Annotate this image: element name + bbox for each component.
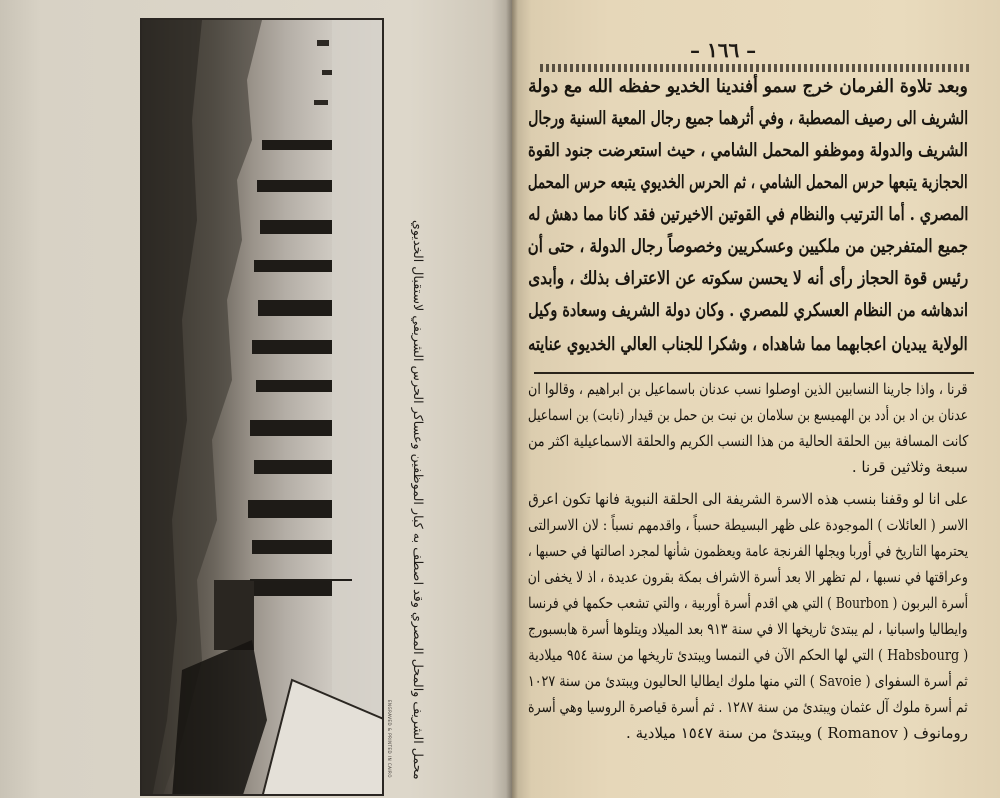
photo-credit: ENGRAVED & PRINTED IN CAIRO [387,700,392,778]
footnote-line: وايطاليا واسبانيا ، لم يبتدئ تاريخها الا في سنة ٩١٣ بعد الميلاد ويتلوها أسرة هابسبورج [528,620,968,638]
main-text-line: الحجازية يتبعها حرس المحمل الشامي ، ثم الحرس الخديوي يتبعه حرس المحمل [528,172,968,193]
photo-illustration [142,20,384,796]
crowd-figures [246,140,332,596]
footnote-line: الاسر ( العائلات ) الموجودة على ظهر البسيطة حسباً ، واقدمهم نسباً : لان الاسرالتى [527,516,968,534]
footnote-line: عدنان بن اد بن أدد بن الهميسع بن سلامان بن نبت بن حمل بن قيدار (نابت) بن اسماعيل [527,406,968,424]
footnote-line: ثم أسرة ملوك آل عثمان ويبتدئ من سنة ١٢٨٧ . ثم أسرة قياصرة الروسيا وهي أسرة [528,698,968,716]
main-text-line: جميع المتفرجين من ملكيين وعسكريين وخصوصاً رجال الدولة ، حتى أن [527,236,968,257]
photo-plate [140,18,384,796]
page-number: – ١٦٦ – [690,38,757,62]
main-text-line: وبعد تلاوة الفرمان خرج سمو أفندينا الخديو حفظه الله مع دولة [528,76,968,97]
footnote-line: كانت المسافة بين الحلقة الحالية من هذا النسب الكريم والحلقة الاسماعيلية اكثر من [527,432,968,450]
photo-caption: محمل الشريف والمحل المصري وقد اصطف به كبار الموظفين وعساكر الحرس الشريفي لاستقبال الخديوي [411,220,426,780]
footnote-line: يحترمها التاريخ في أوربا ويجلها الفرنجة عامة ويعظمون شأنها لمجرد اصالتها في حسبها ، [527,542,968,560]
flag-shape [214,580,254,650]
main-text-line: رئيس قوة الحجاز رأى أنه لا يحسن سكوته عن الاعتراف بذلك ، وأبدى [528,268,968,289]
footnote-line: قرنا ، واذا جارينا النسابين الذين اوصلوا نسب عدنان باسماعيل بن ابراهيم ، وقالوا ان [528,380,968,398]
footnote-line: رومانوف ( Romanov ) ويبتدئ من سنة ١٥٤٧ ميلادية . [626,724,968,742]
main-text-line: الولاية يبديان اعجابهما مما شاهداه ، وشكرا للجناب العالي الخديوي عنايته [528,334,968,355]
footnote-line: وعراقتها في نسبها ، لم تظهر الا بعد أسرة الاشراف بمكة بقرون عديدة ، اذ لا يخفى ان [527,568,968,586]
footnote-line: ( Habsbourg ) التي لها الحكم الآن في النمسا ويبتدئ تاريخها من سنة ٩٥٤ ميلادية [527,646,968,664]
footnote-divider [534,372,974,374]
main-text-line: الشريف والدولة وموظفو المحمل الشامي ، حيث استعرضت جنود القوة [528,140,968,161]
distant-figures [314,40,332,105]
header-rule [540,64,970,72]
footnote-line: على انا لو وقفنا بنسب هذه الاسرة الشريفة الى الحلقة النبوية فانها تكون اعرق [527,490,968,508]
main-text-line: المصري . أما الترتيب والنظام في القوتين الاخيرتين فقد كانا مما دهش له [527,204,968,225]
main-text-line: اندهاشه من النظام العسكري للمصري . وكان دولة الشريف وسعادة وكيل [528,300,968,321]
ground-area [332,20,384,796]
footnote-line: ثم أسرة السفواى ( Savoie ) التي منها ملوك ايطاليا الحاليون ويبتدئ من سنة ١٠٢٧ [528,672,968,690]
main-text-line: الشريف الى رصيف المصطبة ، وفي أثرهما جميع رجال المعية السنية ورجال [528,108,968,129]
book-gutter [506,0,518,798]
footnote-line: سبعة وثلاثين قرنا . [851,458,968,476]
footnote-line: أسرة البربون ( Bourbon ) التي هي اقدم أسرة أوربية ، والتي تشعب حكمها في فرنسا [528,594,968,612]
